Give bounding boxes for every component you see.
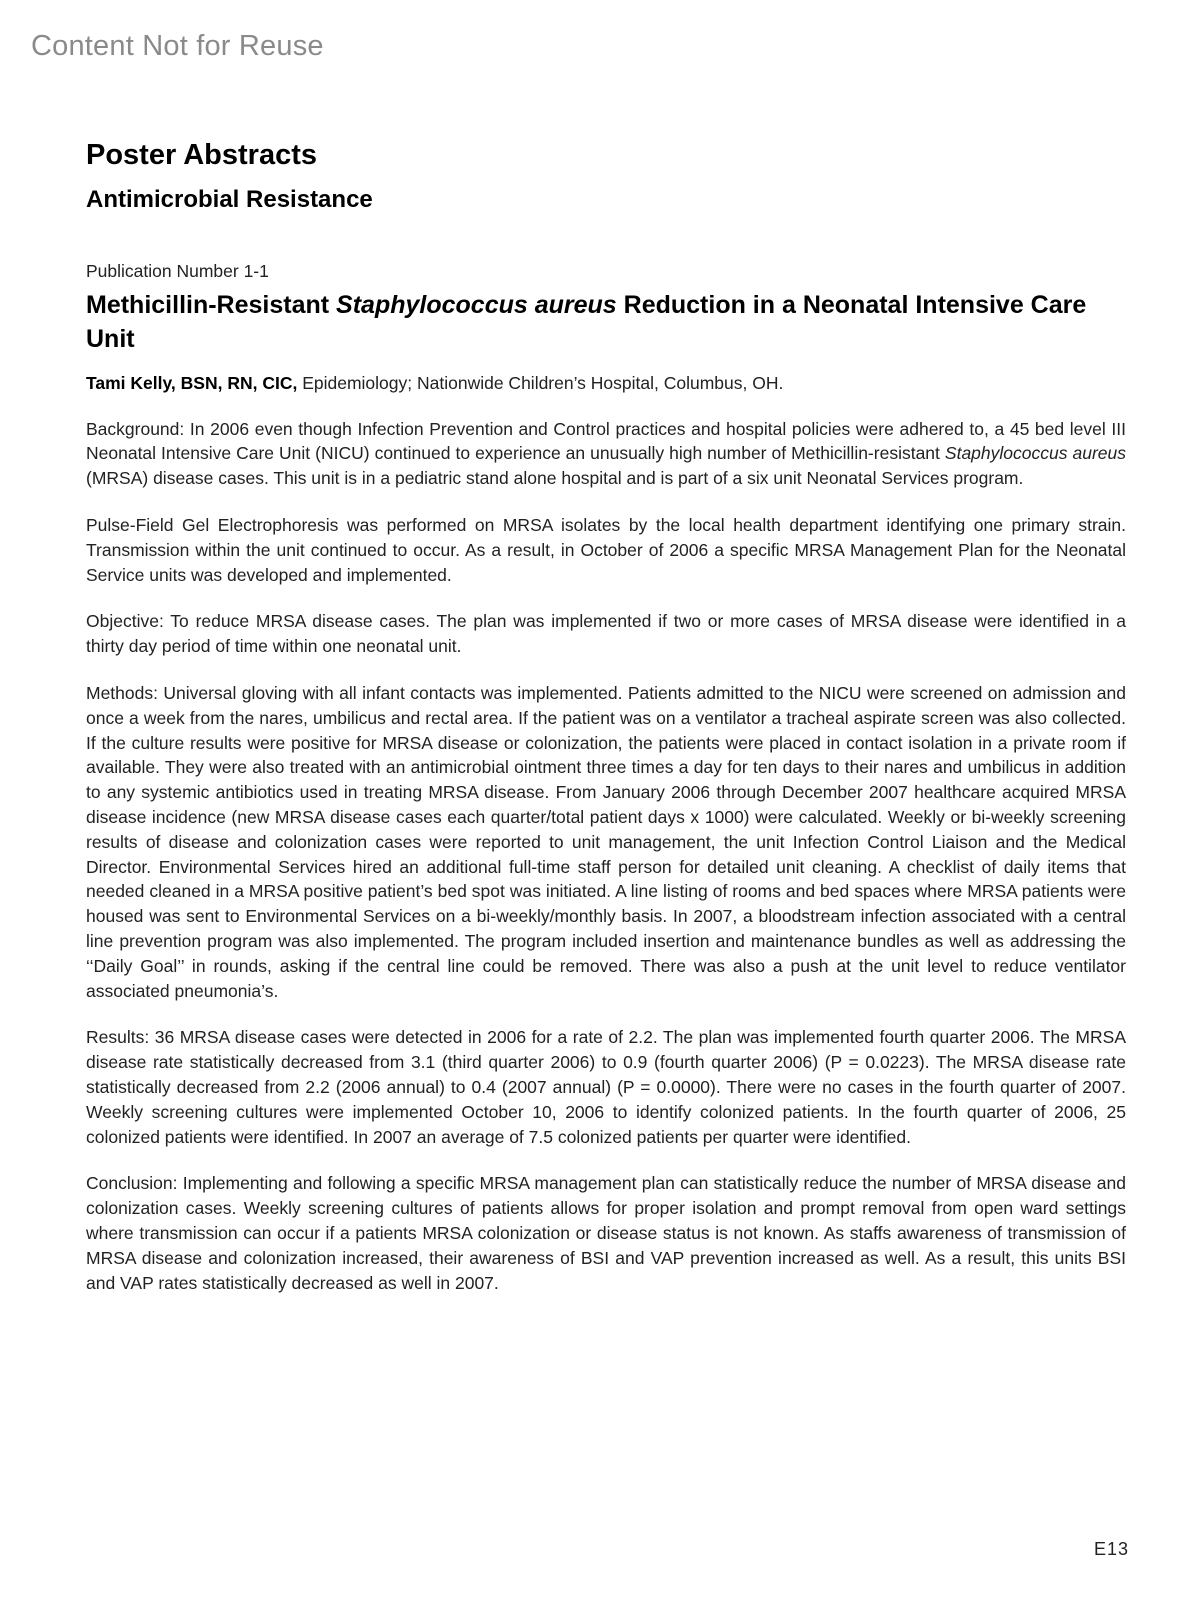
article-title (86, 288, 1126, 356)
background-paragraph (86, 417, 1126, 491)
methods-paragraph: Methods: Universal gloving with all infant contacts was implemented. Patients admitted to the NICU were screened on admission and once a week from the nares, umbilicus and rectal area. If the patient was on a ventilator a tracheal aspirate screen was also collected. If the culture results were positive for MRSA disease or colonization, the patients were placed in contact isolation in a private room if available. They were also treated with an antimicrobial ointment three times a day for ten days to their nares and umbilicus in addition to any systemic antibiotics used in treating MRSA disease. From January 2006 through December 2007 healthcare acquired MRSA disease incidence (new MRSA disease cases each quarter/total patient days x 1000) were calculated. Weekly or bi-weekly screening results of disease and colonization cases were reported to unit management, the unit Infection Control Liaison and the Medical Director. Environmental Services hired an additional full-time staff person for detailed unit cleaning. A checklist of daily items that needed cleaned in a MRSA positive patient’s bed spot was initiated. A line listing of rooms and bed spaces where MRSA patients were housed was sent to Environmental Services on a bi-weekly/monthly basis. In 2007, a bloodstream infection associated with a central line prevention program was also implemented. The program included insertion and maintenance bundles as well as addressing the ‘‘Daily Goal’’ in rounds, asking if the central line could be removed. There was also a push at the unit level to reduce ventilator associated pneumonia’s. (86, 682, 1126, 1001)
conclusion-paragraph: Conclusion: Implementing and following a specific MRSA management plan can statistically reduce the number of MRSA disease and colonization cases. Weekly screening cultures of patients allows for proper isolation and prompt removal from open ward settings where transmission can occur if a patients MRSA colonization or disease status is not known. As staffs awareness of transmission of MRSA disease and colonization increased, their awareness of BSI and VAP prevention increased as well. As a result, this units BSI and VAP rates statistically decreased as well in 2007. (86, 1173, 1126, 1293)
results-paragraph: Results: 36 MRSA disease cases were detected in 2006 for a rate of 2.2. The plan was implemented fourth quarter 2006. The MRSA disease rate statistically decreased from 3.1 (third quarter 2006) to 0.9 (fourth quarter 2006) (P = 0.0223). The MRSA disease rate statistically decreased from 2.2 (2006 annual) to 0.4 (2007 annual) (P = 0.0000). There were no cases in the fourth quarter of 2007. Weekly screening cultures were implemented October 10, 2006 to identify colonized patients. In the fourth quarter of 2006, 25 colonized patients were identified. In 2007 an average of 7.5 colonized patients per quarter were identified. (86, 1027, 1126, 1147)
pulse-field-paragraph: Pulse-Field Gel Electrophoresis was performed on MRSA isolates by the local health department identifying one primary strain. Transmission within the unit continued to occur. As a result, in October of 2006 a specific MRSA Management Plan for the Neonatal Service units was developed and implemented. (86, 514, 1126, 585)
section-subtitle: Antimicrobial Resistance (86, 185, 373, 213)
article-title-part1: Methicillin-Resistant (86, 290, 337, 319)
author-name: Tami Kelly, BSN, RN, CIC, (86, 372, 298, 393)
document-body (86, 138, 1126, 1295)
article-title-part3: Reduction in a Neonatal Intensive Care Unit (86, 290, 1087, 353)
section-title: Poster Abstracts (86, 139, 318, 171)
author-line (86, 371, 1126, 395)
watermark: Content Not for Reuse (31, 30, 324, 62)
page-number: E13 (1094, 1539, 1130, 1559)
background-organism: Staphylococcus aureus (944, 443, 1126, 464)
article-title-organism: Staphylococcus aureus (336, 290, 617, 319)
background-part1: Background: In 2006 even though Infection Prevention and Control practices and hospital policies were adhered to, a 45 bed level III Neonatal Intensive Care Unit (NICU) continued to experience an unusually high number of Methicillin-resistant (86, 418, 1126, 464)
publication-number: Publication Number 1-1 (86, 260, 269, 281)
background-part3: (MRSA) disease cases. This unit is in a pediatric stand alone hospital and is part of a six unit Neonatal Services program. (86, 468, 1024, 489)
author-affiliation: Epidemiology; Nationwide Children’s Hospital, Columbus, OH. (297, 372, 784, 393)
objective-paragraph: Objective: To reduce MRSA disease cases. The plan was implemented if two or more cases of MRSA disease were identified in a thirty day period of time within one neonatal unit. (86, 611, 1126, 657)
